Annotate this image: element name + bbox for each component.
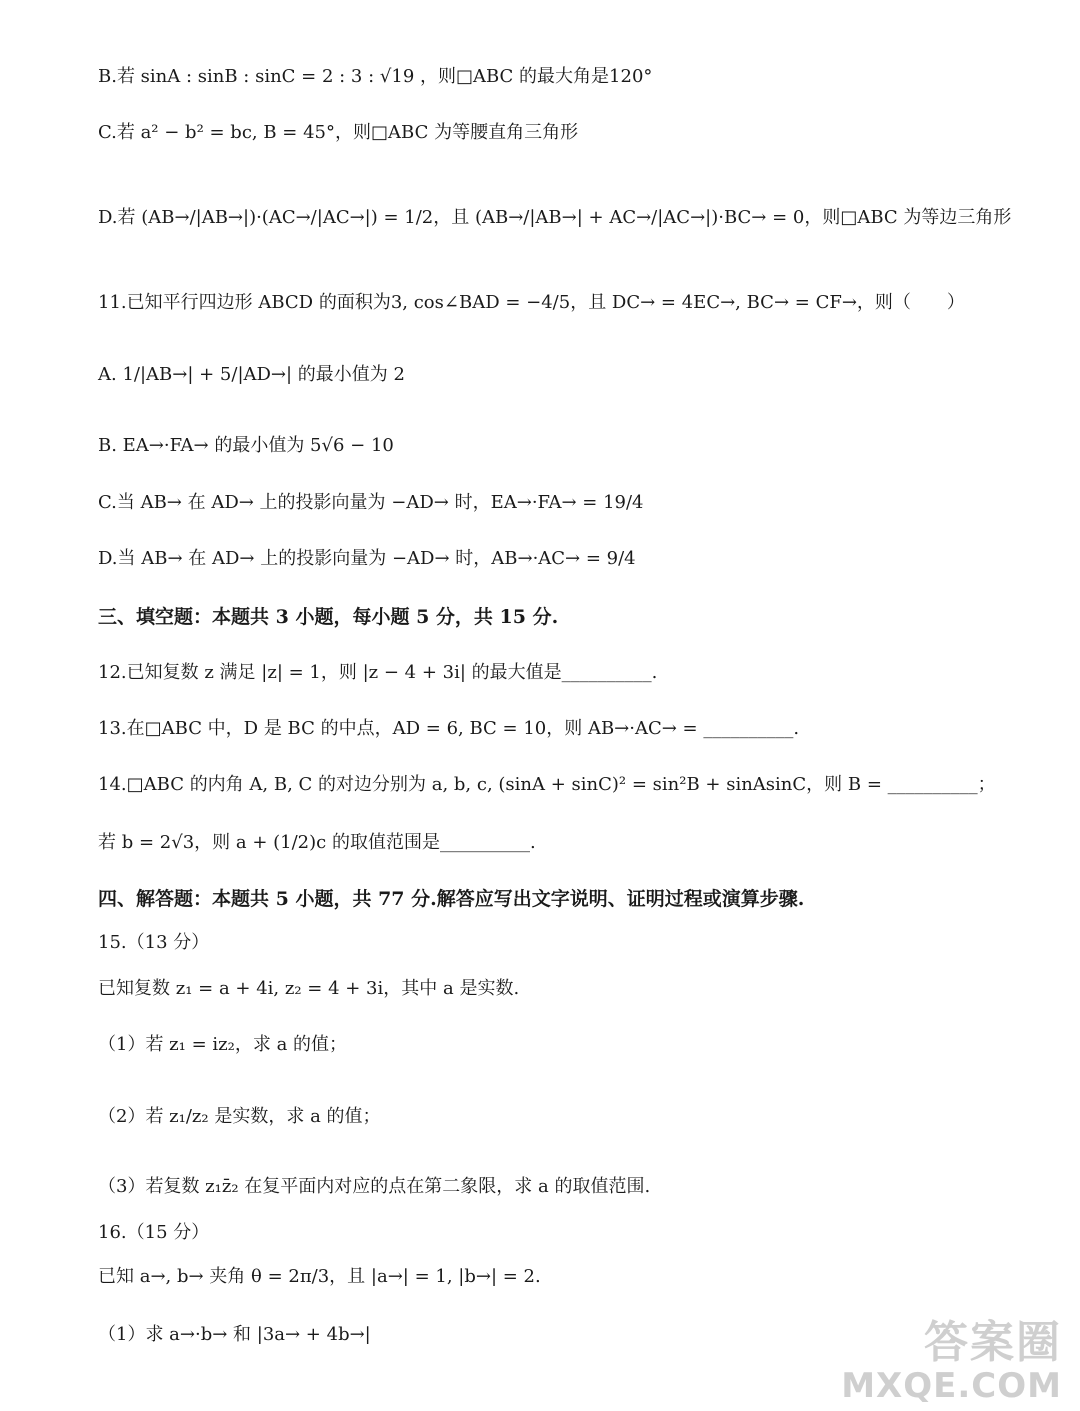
question-13: 13.在□ABC 中，D 是 BC 的中点，AD = 6, BC = 10，则 AB→·AC→ = __________. (98, 718, 800, 739)
option-10c: C.若 a² − b² = bc, B = 45°，则□ABC 为等腰直角三角形 (98, 122, 579, 143)
option-10d: D.若 (AB→/|AB→|)·(AC→/|AC→|) = 1/2，且 (AB→/|AB→| + AC→/|AC→|)·BC→ = 0，则□ABC 为等边三角形 (98, 207, 1012, 228)
option-11b: B. EA→·FA→ 的最小值为 5√6 − 10 (98, 435, 394, 456)
question-15-title: 15.（13 分） (98, 932, 210, 953)
question-14-part2: 若 b = 2√3，则 a + (1/2)c 的取值范围是__________. (98, 832, 536, 853)
question-15-part3: （3）若复数 z₁z̄₂ 在复平面内对应的点在第二象限，求 a 的取值范围. (98, 1176, 651, 1197)
section-3-heading: 三、填空题：本题共 3 小题，每小题 5 分，共 15 分. (98, 606, 559, 628)
watermark-main-text: 答案圈 (924, 1317, 1062, 1368)
watermark-domain-text: MXQE.COM (841, 1366, 1062, 1406)
option-11a: A. 1/|AB→| + 5/|AD→| 的最小值为 2 (98, 364, 405, 385)
question-14-part1: 14.□ABC 的内角 A, B, C 的对边分别为 a, b, c, (sinA + sinC)² = sin²B + sinAsinC，则 B = __________； (98, 774, 996, 795)
option-10b: B.若 sinA : sinB : sinC = 2 : 3 : √19 ，则□ABC 的最大角是120° (98, 66, 653, 87)
option-11d: D.当 AB→ 在 AD→ 上的投影向量为 −AD→ 时，AB→·AC→ = 9/4 (98, 548, 636, 569)
question-16-title: 16.（15 分） (98, 1222, 210, 1243)
question-16-part1: （1）求 a→·b→ 和 |3a→ + 4b→| (98, 1324, 371, 1345)
watermark-logo (841, 1319, 1062, 1405)
section-4-heading: 四、解答题：本题共 5 小题，共 77 分.解答应写出文字说明、证明过程或演算步骤. (98, 888, 805, 910)
question-12: 12.已知复数 z 满足 |z| = 1，则 |z − 4 + 3i| 的最大值是__________. (98, 662, 658, 683)
question-15-stem: 已知复数 z₁ = a + 4i, z₂ = 4 + 3i，其中 a 是实数. (98, 978, 520, 999)
question-15-part1: （1）若 z₁ = iz₂，求 a 的值； (98, 1034, 348, 1055)
option-11c: C.当 AB→ 在 AD→ 上的投影向量为 −AD→ 时，EA→·FA→ = 19/4 (98, 492, 644, 513)
question-11-stem: 11.已知平行四边形 ABCD 的面积为3, cos∠BAD = −4/5，且 DC→ = 4EC→, BC→ = CF→，则（ ） (98, 292, 965, 313)
question-16-stem: 已知 a→, b→ 夹角 θ = 2π/3，且 |a→| = 1, |b→| = 2. (98, 1266, 541, 1287)
question-15-part2: （2）若 z₁/z₂ 是实数，求 a 的值； (98, 1106, 381, 1127)
